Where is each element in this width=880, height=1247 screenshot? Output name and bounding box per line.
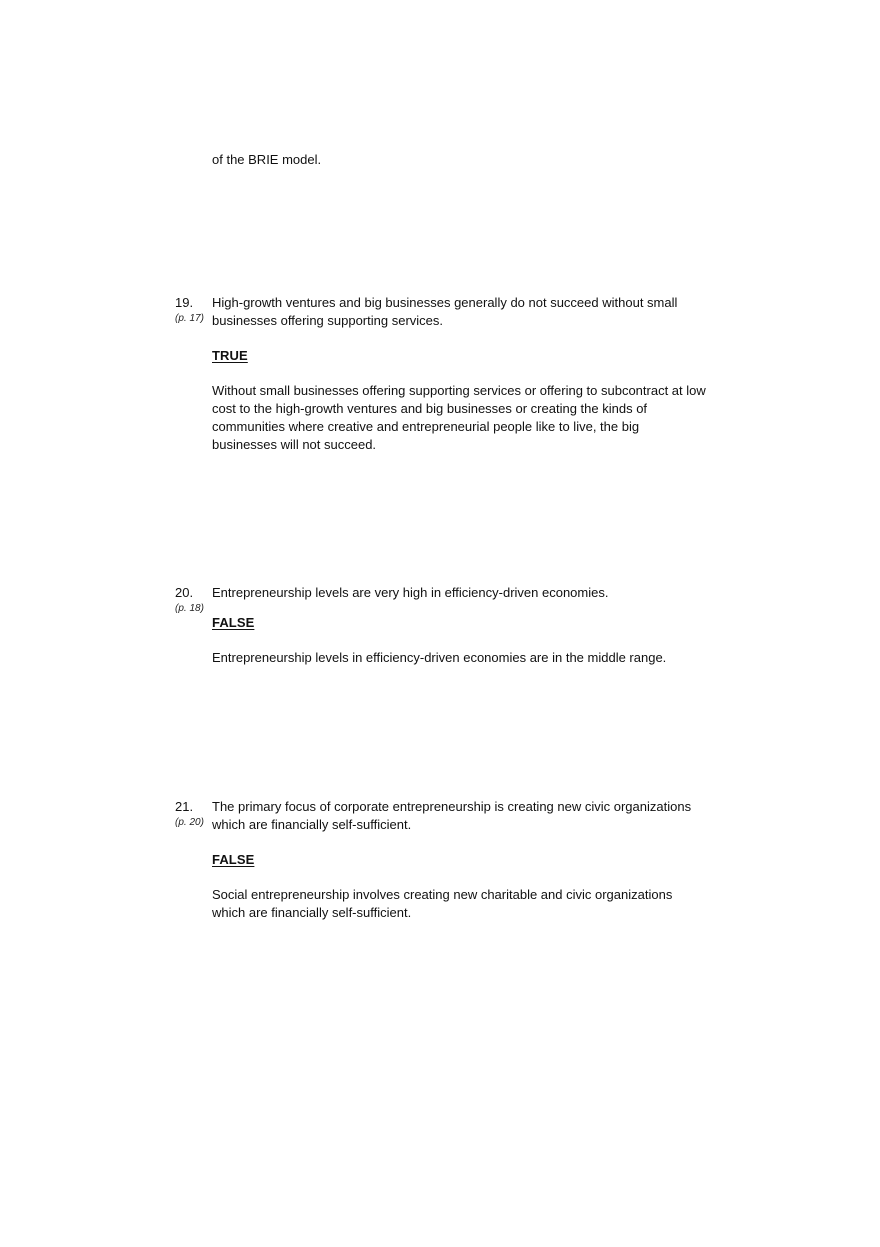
continuation-text: of the BRIE model.	[212, 152, 322, 167]
question-text: Entrepreneurship levels are very high in efficiency-driven economies.	[212, 585, 609, 600]
question-number: 19.	[175, 295, 194, 310]
answer-label: TRUE	[212, 348, 248, 363]
question-item	[175, 584, 715, 667]
question-number: 21.	[175, 799, 194, 814]
page-reference: (p. 18)	[175, 603, 204, 614]
answer-explanation: Entrepreneurship levels in efficiency-driven economies are in the middle range.	[212, 650, 667, 665]
answer-explanation: Social entrepreneurship involves creating new charitable and civic organizations which are financially self-sufficient.	[212, 887, 673, 920]
question-header	[175, 584, 715, 614]
question-header	[175, 798, 715, 834]
question-text: The primary focus of corporate entrepreneurship is creating new civic organizations which are financially self-sufficient.	[212, 799, 692, 832]
question-text: High-growth ventures and big businesses generally do not succeed without small businesses offering supporting services.	[212, 295, 678, 328]
question-item	[175, 798, 715, 922]
answer-label: FALSE	[212, 852, 255, 867]
answer-label: FALSE	[212, 615, 255, 630]
question-header	[175, 294, 715, 330]
page-reference: (p. 17)	[175, 313, 204, 324]
page-reference: (p. 20)	[175, 817, 204, 828]
question-item	[175, 294, 715, 454]
question-number: 20.	[175, 585, 194, 600]
answer-explanation: Without small businesses offering supporting services or offering to subcontract at low cost to the high-growth ventures and big businesses or creating the kinds of communities where creative and entrepreneurial people like to live, the big businesses will not succeed.	[212, 383, 706, 452]
